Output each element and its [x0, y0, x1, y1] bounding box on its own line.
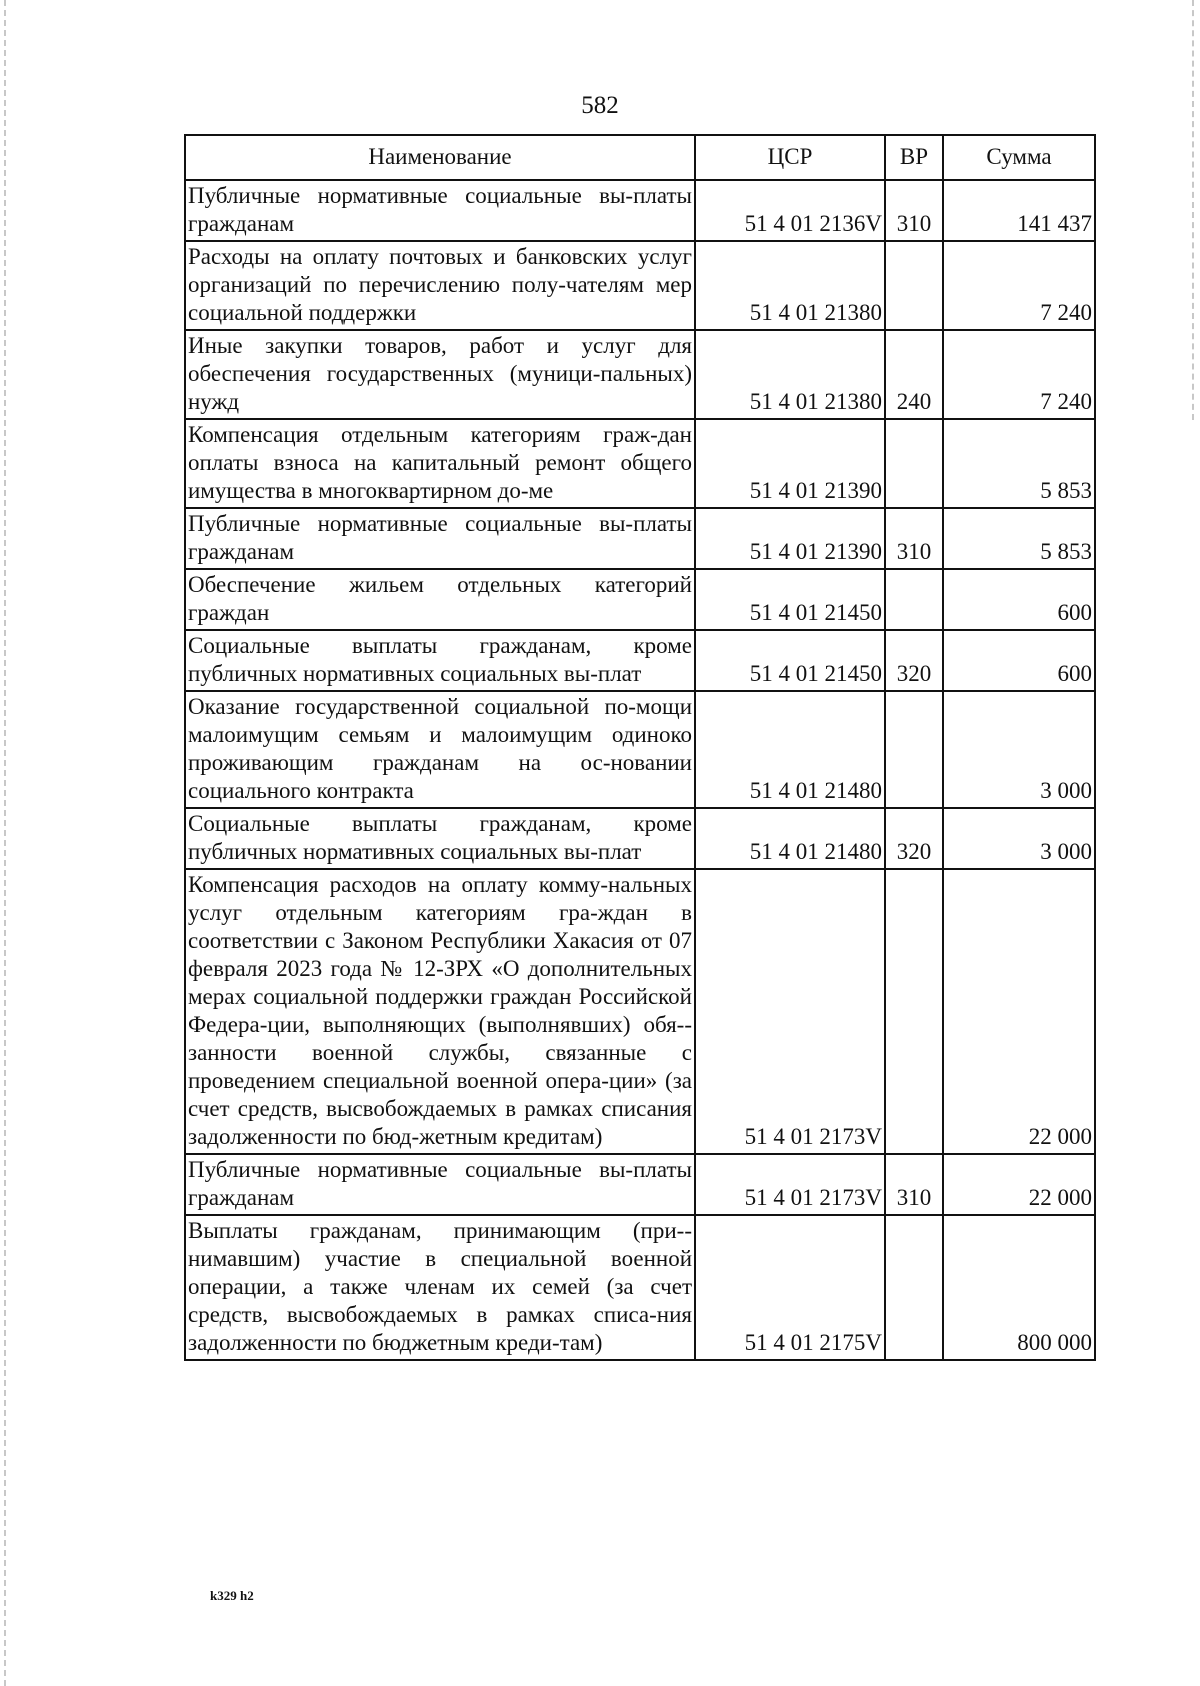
table-header-row: [185, 135, 1095, 180]
row-sum: 5 853: [943, 419, 1095, 508]
row-sum: 3 000: [943, 808, 1095, 869]
row-vr: 320: [885, 630, 943, 691]
row-sum: 5 853: [943, 508, 1095, 569]
row-vr: 310: [885, 508, 943, 569]
row-name: Социальные выплаты гражданам, кроме публичных нормативных социальных вы-плат: [185, 630, 695, 691]
row-sum: 22 000: [943, 1154, 1095, 1215]
row-code: 51 4 01 21380: [695, 241, 885, 330]
row-name: Иные закупки товаров, работ и услуг для обеспечения государственных (муници-пальных) нужд: [185, 330, 695, 419]
row-name: Обеспечение жильем отдельных категорий граждан: [185, 569, 695, 630]
row-vr: [885, 241, 943, 330]
row-code: 51 4 01 2173V: [695, 1154, 885, 1215]
row-code: 51 4 01 21450: [695, 569, 885, 630]
row-vr: [885, 569, 943, 630]
row-vr: [885, 1215, 943, 1360]
table-row: [185, 808, 1095, 869]
row-code: 51 4 01 2136V: [695, 180, 885, 241]
row-vr: 320: [885, 808, 943, 869]
row-code: 51 4 01 21380: [695, 330, 885, 419]
table-row: [185, 630, 1095, 691]
header-name: Наименование: [185, 135, 695, 180]
scan-edge: [4, 0, 8, 1686]
footer-code: k329 h2: [210, 1588, 254, 1603]
row-sum: 600: [943, 630, 1095, 691]
row-code: 51 4 01 21390: [695, 508, 885, 569]
row-code: 51 4 01 21480: [695, 691, 885, 808]
row-code: 51 4 01 21450: [695, 630, 885, 691]
row-name: Расходы на оплату почтовых и банковских услуг организаций по перечислению полу-чателям мер социальной поддержки: [185, 241, 695, 330]
row-name: Публичные нормативные социальные вы-платы гражданам: [185, 508, 695, 569]
table-row: [185, 180, 1095, 241]
row-name: Оказание государственной социальной по-мощи малоимущим семьям и малоимущим одиноко проживающим гражданам на ос-новании социального контракта: [185, 691, 695, 808]
row-name: Компенсация отдельным категориям граж-дан оплаты взноса на капитальный ремонт общего имущества в многоквартирном до-ме: [185, 419, 695, 508]
row-code: 51 4 01 21480: [695, 808, 885, 869]
page-number: 582: [581, 92, 619, 119]
row-name: Публичные нормативные социальные вы-платы гражданам: [185, 1154, 695, 1215]
table-row: [185, 1215, 1095, 1360]
row-vr: [885, 691, 943, 808]
table-row: [185, 419, 1095, 508]
row-sum: 800 000: [943, 1215, 1095, 1360]
row-vr: 310: [885, 1154, 943, 1215]
row-name: Социальные выплаты гражданам, кроме публичных нормативных социальных вы-плат: [185, 808, 695, 869]
row-code: 51 4 01 2175V: [695, 1215, 885, 1360]
row-code: 51 4 01 21390: [695, 419, 885, 508]
row-sum: 22 000: [943, 869, 1095, 1154]
row-name: Компенсация расходов на оплату комму-нальных услуг отдельным категориям гра-ждан в соответствии с Законом Республики Хакасия от 07 февраля 2023 года № 12-ЗРХ «О дополнительных мерах социальной поддержки граждан Российской Федера-ции, выполняющих (выполнявших) обя-занности военной службы, связанные с проведением специальной военной опера-ции» (за счет средств, высвобождаемых в рамках списания задолженности по бюд-жетным кредитам): [185, 869, 695, 1154]
row-name: Публичные нормативные социальные вы-платы гражданам: [185, 180, 695, 241]
table-row: [185, 508, 1095, 569]
budget-table: [184, 134, 1096, 1361]
row-name: Выплаты гражданам, принимающим (при-нимавшим) участие в специальной военной операции, а также членам их семей (за счет средств, высвобождаемых в рамках списа-ния задолженности по бюджетным креди-там): [185, 1215, 695, 1360]
table-row: [185, 569, 1095, 630]
scan-edge: [1192, 0, 1196, 420]
row-sum: 600: [943, 569, 1095, 630]
row-sum: 3 000: [943, 691, 1095, 808]
header-sum: Сумма: [943, 135, 1095, 180]
header-vr: ВР: [885, 135, 943, 180]
row-sum: 141 437: [943, 180, 1095, 241]
row-code: 51 4 01 2173V: [695, 869, 885, 1154]
table-row: [185, 691, 1095, 808]
row-sum: 7 240: [943, 241, 1095, 330]
header-code: ЦСР: [695, 135, 885, 180]
row-vr: [885, 419, 943, 508]
table-row: [185, 869, 1095, 1154]
row-vr: 240: [885, 330, 943, 419]
table-row: [185, 241, 1095, 330]
table-row: [185, 1154, 1095, 1215]
row-sum: 7 240: [943, 330, 1095, 419]
row-vr: [885, 869, 943, 1154]
row-vr: 310: [885, 180, 943, 241]
table-row: [185, 330, 1095, 419]
